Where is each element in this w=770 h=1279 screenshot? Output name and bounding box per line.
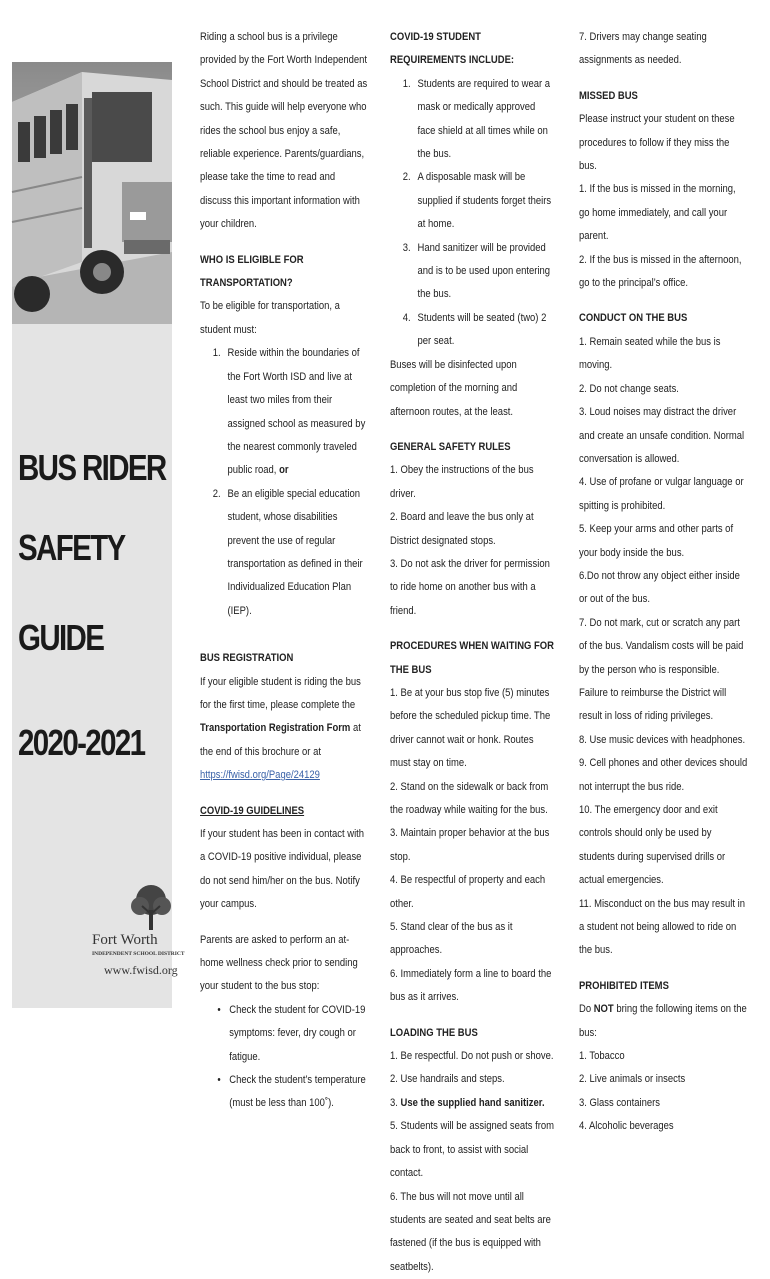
list-item: 11. Misconduct on the bus may result in a student not being allowed to ride on the bus. bbox=[579, 893, 749, 963]
item-text: A disposable mask will be supplied if students forget theirs at home. bbox=[418, 166, 555, 236]
list-item: 2. If the bus is missed in the afternoon, go to the principal’s office. bbox=[579, 249, 749, 296]
list-item: 4. Be respectful of property and each other. bbox=[390, 869, 555, 916]
wellness-list bbox=[200, 999, 368, 1116]
item-number: 3. bbox=[390, 1097, 398, 1109]
eligible-list bbox=[200, 342, 368, 623]
list-item: 6.Do not throw any object either inside or out of the bus. bbox=[579, 565, 749, 612]
registration-heading: BUS REGISTRATION bbox=[200, 647, 368, 670]
list-item: 2. Use handrails and steps. bbox=[390, 1068, 555, 1091]
bullet: • bbox=[200, 999, 229, 1069]
list-item bbox=[390, 166, 555, 236]
conduct-heading: CONDUCT ON THE BUS bbox=[579, 307, 749, 330]
list-item: 1. Be respectful. Do not push or shove. bbox=[390, 1045, 555, 1068]
registration-paragraph bbox=[200, 671, 368, 788]
item-number: 2. bbox=[390, 166, 418, 236]
covid-guidelines-text: If your student has been in contact with a COVID-19 positive individual, please do not send him/her on the bus. Notify your campus. bbox=[200, 823, 368, 917]
list-item: 8. Use music devices with headphones. bbox=[579, 729, 749, 752]
item-bold-tail: or bbox=[279, 464, 288, 476]
intro-paragraph: Riding a school bus is a privilege provided by the Fort Worth Independent School District and should be treated as such. This guide will help everyone who rides the school bus enjoy a safe, reliable experience. Parents/guardians, please take the time to read and discuss this important information with your children. bbox=[200, 26, 368, 237]
wellness-text: Parents are asked to perform an at-home wellness check prior to sending your student to the bus stop: bbox=[200, 929, 368, 999]
list-item: 1. Tobacco bbox=[579, 1045, 749, 1068]
general-rules-heading: GENERAL SAFETY RULES bbox=[390, 436, 555, 459]
loading-heading: LOADING THE BUS bbox=[390, 1022, 555, 1045]
list-item: 7. Drivers may change seating assignments as needed. bbox=[579, 26, 749, 73]
list-item: 3. Do not ask the driver for permission to ride home on another bus with a friend. bbox=[390, 553, 555, 623]
prohibited-text-2: bring the following items on the bus: bbox=[579, 1003, 747, 1038]
list-item bbox=[200, 483, 368, 623]
item-text: Students will be seated (two) 2 per seat. bbox=[418, 307, 555, 354]
cover-title-line-1: BUS RIDER bbox=[18, 447, 166, 489]
item-text: Be an eligible special education student, whose disabilities prevent the use of regular transportation as defined in their Individualized Education Plan (IEP). bbox=[228, 483, 368, 623]
list-item: 6. Immediately form a line to board the bus as it arrives. bbox=[390, 963, 555, 1010]
prohibited-heading: PROHIBITED ITEMS bbox=[579, 975, 749, 998]
tree-logo-icon bbox=[130, 884, 172, 932]
item-number: 2. bbox=[200, 483, 228, 623]
list-item: 4. Alcoholic beverages bbox=[579, 1115, 749, 1138]
list-item: 2. Do not change seats. bbox=[579, 378, 749, 401]
registration-form-name: Transportation Registration Form bbox=[200, 722, 350, 734]
list-item: 9. Cell phones and other devices should not interrupt the bus ride. bbox=[579, 752, 749, 799]
list-item: 3. Maintain proper behavior at the bus stop. bbox=[390, 822, 555, 869]
covid-guidelines-heading: COVID-19 GUIDELINES bbox=[200, 800, 368, 823]
prohibited-text: Do bbox=[579, 1003, 591, 1015]
list-item: 2. Live animals or insects bbox=[579, 1068, 749, 1091]
column-1 bbox=[200, 26, 368, 1116]
registration-text-2: at the end of this brochure or at bbox=[200, 722, 361, 757]
prohibited-not: NOT bbox=[594, 1003, 614, 1015]
eligible-intro: To be eligible for transportation, a student must: bbox=[200, 295, 368, 342]
list-item: 1. Obey the instructions of the bus driver. bbox=[390, 459, 555, 506]
item-text: Students are required to wear a mask or medically approved face shield at all times while on the bus. bbox=[418, 73, 555, 167]
cover-title-line-2: SAFETY bbox=[18, 527, 125, 569]
cover-title-line-3: GUIDE bbox=[18, 617, 103, 659]
registration-text: If your eligible student is riding the bus for the first time, please complete the bbox=[200, 676, 361, 711]
waiting-heading: PROCEDURES WHEN WAITING FOR THE BUS bbox=[390, 635, 555, 682]
item-number: 1. bbox=[390, 73, 418, 167]
list-item: 3. Loud noises may distract the driver and create an unsafe condition. Normal conversation is allowed. bbox=[579, 401, 749, 471]
registration-link[interactable]: https://fwisd.org/Page/24129 bbox=[200, 769, 320, 781]
list-item: 2. Board and leave the bus only at District designated stops. bbox=[390, 506, 555, 553]
item-text: Hand sanitizer will be provided and is to be used upon entering the bus. bbox=[418, 237, 555, 307]
list-item bbox=[390, 1092, 555, 1115]
disinfect-text: Buses will be disinfected upon completion of the morning and afternoon routes, at the least. bbox=[390, 354, 555, 424]
prohibited-intro bbox=[579, 998, 749, 1045]
logo-url: www.fwisd.org bbox=[104, 963, 178, 978]
list-item: 1. Be at your bus stop five (5) minutes before the scheduled pickup time. The driver cannot wait or honk. Routes must stay on time. bbox=[390, 682, 555, 776]
list-item bbox=[390, 307, 555, 354]
list-item: 6. The bus will not move until all students are seated and seat belts are fastened (if the bus is equipped with seatbelts). bbox=[390, 1186, 555, 1279]
missed-bus-intro: Please instruct your student on these procedures to follow if they miss the bus. bbox=[579, 108, 749, 178]
logo-subtitle: INDEPENDENT SCHOOL DISTRICT bbox=[92, 951, 185, 957]
list-item bbox=[200, 999, 368, 1069]
column-3 bbox=[579, 26, 749, 1139]
list-item: 1. If the bus is missed in the morning, go home immediately, and call your parent. bbox=[579, 178, 749, 248]
eligible-heading: WHO IS ELIGIBLE FOR TRANSPORTATION? bbox=[200, 249, 368, 296]
covid-requirements-list bbox=[390, 73, 555, 354]
item-text: Check the student for COVID-19 symptoms: fever, dry cough or fatigue. bbox=[229, 999, 367, 1069]
list-item: 3. Glass containers bbox=[579, 1092, 749, 1115]
item-number: 4. bbox=[390, 307, 418, 354]
school-bus-photo bbox=[12, 62, 172, 324]
list-item bbox=[200, 342, 368, 482]
list-item bbox=[200, 1069, 368, 1116]
list-item: 5. Keep your arms and other parts of your body inside the bus. bbox=[579, 518, 749, 565]
list-item: 1. Remain seated while the bus is moving. bbox=[579, 331, 749, 378]
list-item bbox=[390, 73, 555, 167]
list-item: 4. Use of profane or vulgar language or spitting is prohibited. bbox=[579, 471, 749, 518]
bullet: • bbox=[200, 1069, 229, 1116]
list-item: 7. Do not mark, cut or scratch any part of the bus. Vandalism costs will be paid by the person who is responsible. Failure to reimburse the District will result in loss of riding privileges. bbox=[579, 612, 749, 729]
list-item: 2. Stand on the sidewalk or back from the roadway while waiting for the bus. bbox=[390, 776, 555, 823]
column-2 bbox=[390, 26, 555, 1279]
covid-requirements-heading: COVID-19 STUDENT REQUIREMENTS INCLUDE: bbox=[390, 26, 555, 73]
cover-title-line-4: 2020-2021 bbox=[18, 722, 144, 764]
item-number: 3. bbox=[390, 237, 418, 307]
logo-name: Fort Worth bbox=[92, 932, 158, 949]
item-bold-text: Use the supplied hand sanitizer. bbox=[401, 1097, 545, 1109]
item-number: 1. bbox=[200, 342, 228, 482]
list-item: 10. The emergency door and exit controls should only be used by students during supervised drills or actual emergencies. bbox=[579, 799, 749, 893]
missed-bus-heading: MISSED BUS bbox=[579, 85, 749, 108]
item-text: Check the student’s temperature (must be less than 100˚). bbox=[229, 1069, 367, 1116]
list-item: 5. Students will be assigned seats from back to front, to assist with social contact. bbox=[390, 1115, 555, 1185]
list-item bbox=[390, 237, 555, 307]
item-text: Reside within the boundaries of the Fort Worth ISD and live at least two miles from their assigned school as measured by the nearest commonly traveled public road, bbox=[228, 347, 366, 476]
cover-panel bbox=[12, 62, 172, 1008]
list-item: 5. Stand clear of the bus as it approaches. bbox=[390, 916, 555, 963]
